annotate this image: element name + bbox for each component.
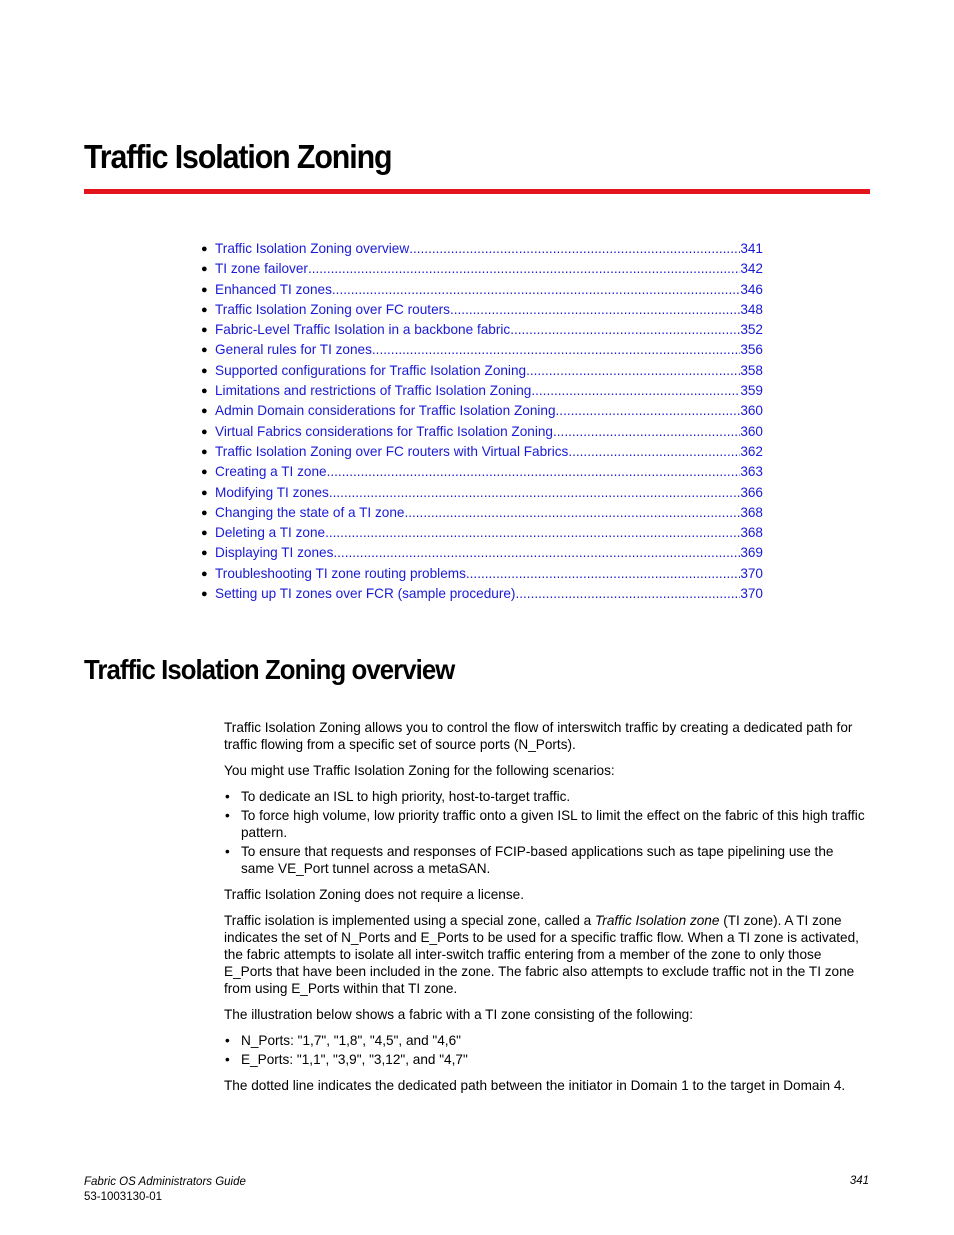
paragraph-intro: Traffic Isolation Zoning allows you to control the flow of interswitch traffic by creating a dedicated path for traffic flowing from a specific set of source ports (N_Ports). <box>224 720 853 752</box>
bullet-icon: ● <box>201 466 208 479</box>
toc-link[interactable]: Traffic Isolation Zoning overview ..... 341 <box>215 239 763 259</box>
toc-item <box>201 523 763 543</box>
toc-link[interactable]: Troubleshooting TI zone routing problems ..... 370 <box>215 564 763 584</box>
toc-link[interactable]: Setting up TI zones over FCR (sample procedure) ..... 370 <box>215 584 763 604</box>
toc-link[interactable]: Displaying TI zones ..... 369 <box>215 543 763 563</box>
toc-item <box>201 503 763 523</box>
ports-list <box>224 1032 869 1068</box>
chapter-title: Traffic Isolation Zoning <box>84 138 392 175</box>
toc-item <box>201 564 763 584</box>
toc-link[interactable]: Traffic Isolation Zoning over FC routers with Virtual Fabrics ..... 362 <box>215 442 763 462</box>
bullet-icon: ● <box>201 303 208 316</box>
bullet-icon: ● <box>201 506 208 519</box>
footer-doc-title: Fabric OS Administrators Guide <box>84 1176 246 1188</box>
scenario-list <box>224 788 869 877</box>
bullet-icon: ● <box>201 445 208 458</box>
list-item: • To force high volume, low priority traffic onto a given ISL to limit the effect on the fabric of this high traffic pattern. <box>224 807 869 841</box>
paragraph-license: Traffic Isolation Zoning does not require a license. <box>224 887 524 902</box>
toc-link[interactable]: Admin Domain considerations for Traffic Isolation Zoning ..... 360 <box>215 401 763 421</box>
bullet-icon: ● <box>201 405 208 418</box>
toc-item <box>201 543 763 563</box>
toc-item <box>201 280 763 300</box>
toc-item <box>201 300 763 320</box>
toc-item <box>201 259 763 279</box>
list-item: • N_Ports: "1,7", "1,8", "4,5", and "4,6" <box>224 1032 869 1049</box>
toc-item <box>201 239 763 259</box>
bullet-icon: ● <box>201 344 208 357</box>
bullet-icon: ● <box>201 567 208 580</box>
term-ti-zone: Traffic Isolation zone <box>595 913 720 928</box>
section-body <box>224 719 869 1103</box>
toc-link[interactable]: Creating a TI zone ..... 363 <box>215 462 763 482</box>
toc-item <box>201 483 763 503</box>
bullet-icon: ● <box>201 425 208 438</box>
bullet-icon: ● <box>201 385 208 398</box>
toc-item <box>201 340 763 360</box>
toc-link[interactable]: Enhanced TI zones ..... 346 <box>215 280 763 300</box>
bullet-icon: ● <box>201 364 208 377</box>
paragraph-scenarios-lead: You might use Traffic Isolation Zoning for the following scenarios: <box>224 763 615 778</box>
toc-link[interactable]: General rules for TI zones ..... 356 <box>215 340 763 360</box>
bullet-icon: ● <box>201 486 208 499</box>
toc-link[interactable]: Supported configurations for Traffic Isolation Zoning ..... 358 <box>215 361 763 381</box>
toc-link[interactable]: Virtual Fabrics considerations for Traffic Isolation Zoning ..... 360 <box>215 422 763 442</box>
toc-link[interactable]: Fabric-Level Traffic Isolation in a backbone fabric ..... 352 <box>215 320 763 340</box>
toc-link[interactable]: Deleting a TI zone ..... 368 <box>215 523 763 543</box>
toc-item <box>201 320 763 340</box>
section-title: Traffic Isolation Zoning overview <box>84 654 455 685</box>
paragraph-illustration-lead: The illustration below shows a fabric with a TI zone consisting of the following: <box>224 1007 693 1022</box>
bullet-icon: ● <box>201 324 208 337</box>
paragraph-ti-zone: Traffic isolation is implemented using a special zone, called a Traffic Isolation zone (TI zone). A TI zone indicates the set of N_Ports and E_Ports to be used for a specific traffic flow. When a TI zone is activated, the fabric attempts to isolate all inter-switch traffic entering from a member of the zone to only those E_Ports that have been included in the zone. The fabric also attempts to exclude traffic not in the TI zone from using E_Ports within that TI zone. <box>224 913 859 996</box>
toc-item <box>201 401 763 421</box>
bullet-icon: ● <box>201 263 208 276</box>
toc-link[interactable]: TI zone failover ..... 342 <box>215 259 763 279</box>
toc-item <box>201 381 763 401</box>
bullet-icon: ● <box>201 243 208 255</box>
footer-page-number: 341 <box>849 1175 869 1187</box>
toc-link[interactable]: Traffic Isolation Zoning over FC routers ..... 348 <box>215 300 763 320</box>
toc-item <box>201 422 763 442</box>
list-item: • To ensure that requests and responses of FCIP-based applications such as tape pipelining use the same VE_Port tunnel across a metaSAN. <box>224 843 869 877</box>
toc-item <box>201 584 763 604</box>
toc-item <box>201 361 763 381</box>
toc-link[interactable]: Limitations and restrictions of Traffic Isolation Zoning ..... 359 <box>215 381 763 401</box>
bullet-icon: ● <box>201 547 208 560</box>
list-item: • To dedicate an ISL to high priority, host-to-target traffic. <box>224 788 869 805</box>
title-rule <box>84 189 870 194</box>
toc-link[interactable]: Modifying TI zones ..... 366 <box>215 483 763 503</box>
toc-link[interactable]: Changing the state of a TI zone ..... 368 <box>215 503 763 523</box>
list-item: • E_Ports: "1,1", "3,9", "3,12", and "4,7" <box>224 1051 869 1068</box>
bullet-icon: ● <box>201 283 208 296</box>
toc-item <box>201 442 763 462</box>
bullet-icon: ● <box>201 588 208 601</box>
footer-doc-number: 53-1003130-01 <box>84 1191 163 1203</box>
paragraph-dotted-line: The dotted line indicates the dedicated path between the initiator in Domain 1 to the target in Domain 4. <box>224 1078 846 1093</box>
bullet-icon: ● <box>201 527 208 540</box>
footer-doc-info <box>84 1175 246 1205</box>
toc-item <box>201 462 763 482</box>
chapter-toc <box>201 239 763 604</box>
